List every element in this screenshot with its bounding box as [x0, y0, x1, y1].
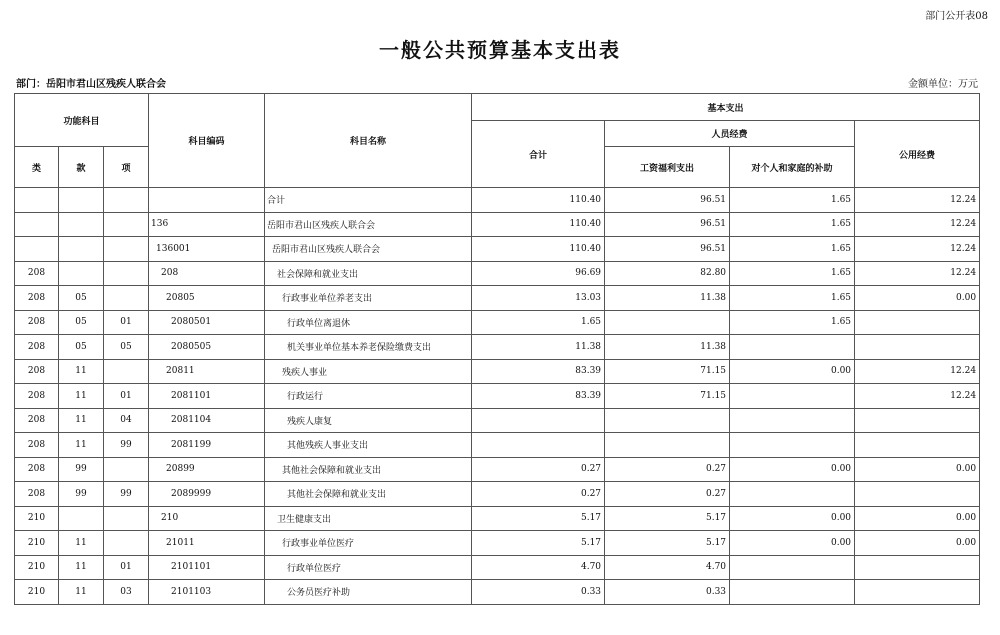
- cell-wages: 96.51: [605, 237, 730, 262]
- cell-name: 社会保障和就业支出: [265, 261, 472, 286]
- cell-public: [855, 433, 980, 458]
- cell-xiang: 01: [104, 384, 149, 409]
- cell-xiang: 99: [104, 433, 149, 458]
- cell-lei: [15, 188, 59, 213]
- header-lei: 类: [15, 147, 59, 188]
- cell-kuan: 05: [59, 286, 104, 311]
- cell-name: 合计: [265, 188, 472, 213]
- cell-wages: 5.17: [605, 506, 730, 531]
- table-row: [15, 335, 980, 360]
- cell-kuan: 99: [59, 457, 104, 482]
- cell-subsidy: [730, 482, 855, 507]
- cell-code: 2089999: [149, 482, 265, 507]
- cell-lei: 208: [15, 261, 59, 286]
- cell-code: 2081104: [149, 408, 265, 433]
- cell-code: 136: [149, 212, 265, 237]
- cell-xiang: [104, 359, 149, 384]
- cell-lei: 208: [15, 482, 59, 507]
- cell-xiang: 05: [104, 335, 149, 360]
- cell-wages: 4.70: [605, 555, 730, 580]
- cell-code: 2101101: [149, 555, 265, 580]
- cell-kuan: [59, 212, 104, 237]
- table-row: [15, 286, 980, 311]
- cell-wages: 5.17: [605, 531, 730, 556]
- cell-kuan: [59, 506, 104, 531]
- table-row: [15, 188, 980, 213]
- cell-kuan: 11: [59, 531, 104, 556]
- cell-code: 20811: [149, 359, 265, 384]
- cell-kuan: 11: [59, 555, 104, 580]
- table-row: [15, 433, 980, 458]
- budget-table: [14, 93, 980, 605]
- cell-xiang: [104, 286, 149, 311]
- cell-xiang: 03: [104, 580, 149, 605]
- cell-kuan: 11: [59, 433, 104, 458]
- cell-kuan: 11: [59, 359, 104, 384]
- header-func-subject: 功能科目: [15, 94, 149, 147]
- cell-name: 行政运行: [265, 384, 472, 409]
- cell-lei: 210: [15, 531, 59, 556]
- table-row: [15, 506, 980, 531]
- header-kuan: 款: [59, 147, 104, 188]
- table-row: [15, 457, 980, 482]
- cell-xiang: 99: [104, 482, 149, 507]
- cell-lei: 208: [15, 433, 59, 458]
- cell-public: 0.00: [855, 531, 980, 556]
- cell-name: 其他残疾人事业支出: [265, 433, 472, 458]
- cell-name: 行政单位医疗: [265, 555, 472, 580]
- cell-xiang: 04: [104, 408, 149, 433]
- cell-total: 0.27: [472, 482, 605, 507]
- cell-public: [855, 310, 980, 335]
- cell-total: 5.17: [472, 531, 605, 556]
- cell-name: 机关事业单位基本养老保险缴费支出: [265, 335, 472, 360]
- cell-lei: 210: [15, 555, 59, 580]
- cell-subsidy: [730, 555, 855, 580]
- cell-subsidy: [730, 408, 855, 433]
- header-basic: 基本支出: [472, 94, 980, 121]
- cell-subsidy: 1.65: [730, 212, 855, 237]
- cell-wages: 11.38: [605, 335, 730, 360]
- cell-name: 行政单位离退休: [265, 310, 472, 335]
- cell-name: 其他社会保障和就业支出: [265, 482, 472, 507]
- cell-total: 96.69: [472, 261, 605, 286]
- cell-public: [855, 580, 980, 605]
- cell-subsidy: 0.00: [730, 506, 855, 531]
- cell-total: 110.40: [472, 188, 605, 213]
- table-row: [15, 531, 980, 556]
- table-row: [15, 482, 980, 507]
- cell-name: 岳阳市君山区残疾人联合会: [265, 212, 472, 237]
- cell-code: 21011: [149, 531, 265, 556]
- cell-xiang: [104, 212, 149, 237]
- cell-code: 2101103: [149, 580, 265, 605]
- cell-wages: [605, 310, 730, 335]
- cell-public: 0.00: [855, 286, 980, 311]
- cell-name: 行政事业单位养老支出: [265, 286, 472, 311]
- cell-code: 2080501: [149, 310, 265, 335]
- cell-wages: 11.38: [605, 286, 730, 311]
- cell-total: [472, 408, 605, 433]
- cell-lei: 208: [15, 457, 59, 482]
- cell-code: 2081199: [149, 433, 265, 458]
- cell-public: 12.24: [855, 384, 980, 409]
- header-personnel: 人员经费: [605, 121, 855, 147]
- cell-total: 110.40: [472, 237, 605, 262]
- cell-wages: 82.80: [605, 261, 730, 286]
- cell-code: 2080505: [149, 335, 265, 360]
- table-row: [15, 212, 980, 237]
- cell-public: 12.24: [855, 359, 980, 384]
- cell-kuan: 05: [59, 310, 104, 335]
- cell-kuan: [59, 188, 104, 213]
- cell-name: 残疾人事业: [265, 359, 472, 384]
- unit-label: 金额单位：万元: [908, 79, 978, 90]
- cell-code: 20899: [149, 457, 265, 482]
- cell-subsidy: [730, 433, 855, 458]
- cell-wages: 71.15: [605, 384, 730, 409]
- table-row: [15, 580, 980, 605]
- cell-public: 12.24: [855, 261, 980, 286]
- cell-total: 11.38: [472, 335, 605, 360]
- cell-subsidy: 0.00: [730, 531, 855, 556]
- cell-wages: [605, 433, 730, 458]
- cell-name: 公务员医疗补助: [265, 580, 472, 605]
- cell-xiang: [104, 188, 149, 213]
- cell-xiang: [104, 237, 149, 262]
- table-row: [15, 237, 980, 262]
- header-total: 合计: [472, 121, 605, 188]
- cell-lei: 208: [15, 384, 59, 409]
- cell-wages: 71.15: [605, 359, 730, 384]
- cell-xiang: [104, 531, 149, 556]
- table-row: [15, 310, 980, 335]
- cell-wages: 0.27: [605, 482, 730, 507]
- cell-lei: 208: [15, 310, 59, 335]
- cell-xiang: 01: [104, 555, 149, 580]
- cell-name: 行政事业单位医疗: [265, 531, 472, 556]
- table-row: [15, 359, 980, 384]
- cell-name: 岳阳市君山区残疾人联合会: [265, 237, 472, 262]
- table-row: [15, 261, 980, 286]
- cell-xiang: 01: [104, 310, 149, 335]
- cell-wages: 96.51: [605, 188, 730, 213]
- cell-total: 83.39: [472, 359, 605, 384]
- table-row: [15, 555, 980, 580]
- cell-code: 2081101: [149, 384, 265, 409]
- cell-public: 0.00: [855, 506, 980, 531]
- cell-xiang: [104, 506, 149, 531]
- cell-public: [855, 335, 980, 360]
- cell-kuan: [59, 261, 104, 286]
- cell-kuan: 11: [59, 384, 104, 409]
- cell-total: 0.33: [472, 580, 605, 605]
- cell-lei: [15, 237, 59, 262]
- cell-kuan: 99: [59, 482, 104, 507]
- cell-subsidy: 1.65: [730, 237, 855, 262]
- cell-lei: 208: [15, 286, 59, 311]
- cell-wages: [605, 408, 730, 433]
- cell-subsidy: 1.65: [730, 310, 855, 335]
- form-number: 部门公开表08: [925, 11, 988, 22]
- cell-subsidy: 0.00: [730, 457, 855, 482]
- header-wages: 工资福利支出: [605, 147, 730, 188]
- cell-lei: 210: [15, 506, 59, 531]
- department-label: 部门：岳阳市君山区残疾人联合会: [16, 79, 166, 90]
- cell-code: 136001: [149, 237, 265, 262]
- cell-subsidy: [730, 335, 855, 360]
- cell-total: 83.39: [472, 384, 605, 409]
- cell-lei: 210: [15, 580, 59, 605]
- cell-public: 0.00: [855, 457, 980, 482]
- cell-code: 208: [149, 261, 265, 286]
- header-code: 科目编码: [149, 94, 265, 188]
- cell-xiang: [104, 261, 149, 286]
- cell-code: [149, 188, 265, 213]
- cell-total: 5.17: [472, 506, 605, 531]
- table-row: [15, 384, 980, 409]
- cell-total: 110.40: [472, 212, 605, 237]
- cell-total: [472, 433, 605, 458]
- cell-subsidy: 1.65: [730, 261, 855, 286]
- cell-public: [855, 408, 980, 433]
- header-name: 科目名称: [265, 94, 472, 188]
- cell-name: 残疾人康复: [265, 408, 472, 433]
- cell-lei: 208: [15, 359, 59, 384]
- cell-public: [855, 482, 980, 507]
- cell-lei: 208: [15, 335, 59, 360]
- cell-public: 12.24: [855, 188, 980, 213]
- cell-subsidy: 1.65: [730, 286, 855, 311]
- cell-kuan: 11: [59, 580, 104, 605]
- cell-lei: [15, 212, 59, 237]
- cell-subsidy: [730, 580, 855, 605]
- cell-subsidy: 0.00: [730, 359, 855, 384]
- cell-lei: 208: [15, 408, 59, 433]
- cell-subsidy: [730, 384, 855, 409]
- cell-wages: 0.33: [605, 580, 730, 605]
- header-public: 公用经费: [855, 121, 980, 188]
- cell-total: 0.27: [472, 457, 605, 482]
- cell-total: 13.03: [472, 286, 605, 311]
- cell-code: 20805: [149, 286, 265, 311]
- cell-public: 12.24: [855, 237, 980, 262]
- cell-kuan: [59, 237, 104, 262]
- cell-xiang: [104, 457, 149, 482]
- cell-subsidy: 1.65: [730, 188, 855, 213]
- cell-wages: 96.51: [605, 212, 730, 237]
- table-row: [15, 408, 980, 433]
- cell-name: 其他社会保障和就业支出: [265, 457, 472, 482]
- cell-kuan: 05: [59, 335, 104, 360]
- cell-kuan: 11: [59, 408, 104, 433]
- cell-total: 4.70: [472, 555, 605, 580]
- cell-name: 卫生健康支出: [265, 506, 472, 531]
- page-title: 一般公共预算基本支出表: [379, 38, 621, 62]
- cell-public: [855, 555, 980, 580]
- cell-code: 210: [149, 506, 265, 531]
- header-xiang: 项: [104, 147, 149, 188]
- cell-wages: 0.27: [605, 457, 730, 482]
- cell-total: 1.65: [472, 310, 605, 335]
- header-subsidy: 对个人和家庭的补助: [730, 147, 855, 188]
- cell-public: 12.24: [855, 212, 980, 237]
